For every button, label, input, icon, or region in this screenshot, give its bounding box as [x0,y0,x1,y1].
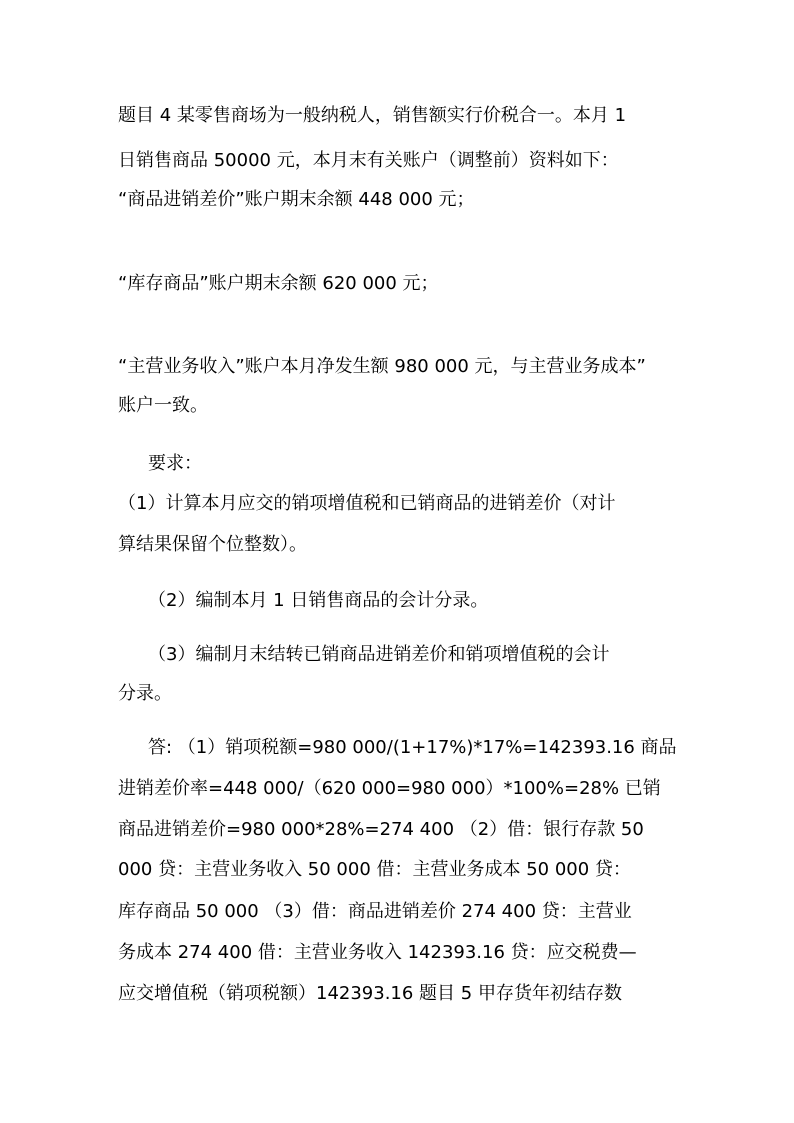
text-line: “商品进销差价”账户期末余额 448 000 元； [118,189,475,210]
text-line: 日销售商品 50000 元，本月末有关账户（调整前）资料如下： [118,150,619,171]
text-line: 答: （1）销项税额=980 000/(1+17%)*17%=142393.16 商品 [148,737,677,758]
text-line: 分录。 [118,683,172,704]
text-line: （2）编制本月 1 日销售商品的会计分录。 [148,590,489,611]
text-line: “库存商品”账户期末余额 620 000 元； [118,273,439,294]
text-line: 应交增值税（销项税额）142393.16 题目 5 甲存货年初结存数 [118,983,622,1004]
text-line: 进销差价率=448 000/（620 000=980 000）*100%=28% 已销 [118,778,661,799]
text-line: 务成本 274 400 借：主营业务收入 142393.16 贷：应交税费— [118,942,637,963]
text-line: 商品进销差价=980 000*28%=274 400 （2）借：银行存款 50 [118,819,644,840]
text-line: 账户一致。 [118,395,208,416]
text-line: （3）编制月末结转已销商品进销差价和销项增值税的会计 [148,644,610,665]
text-line: “主营业务收入”账户本月净发生额 980 000 元，与主营业务成本” [118,356,646,377]
text-line: 000 贷：主营业务收入 50 000 借：主营业务成本 50 000 贷： [118,859,631,880]
text-line: 题目 4 某零售商场为一般纳税人，销售额实行价税合一。本月 1 [118,105,627,126]
text-line: （1）计算本月应交的销项增值税和已销商品的进销差价（对计 [118,493,616,514]
text-line: 算结果保留个位整数）。 [118,534,307,555]
text-line: 要求： [148,453,202,474]
text-line: 库存商品 50 000 （3）借：商品进销差价 274 400 贷：主营业 [118,901,632,922]
